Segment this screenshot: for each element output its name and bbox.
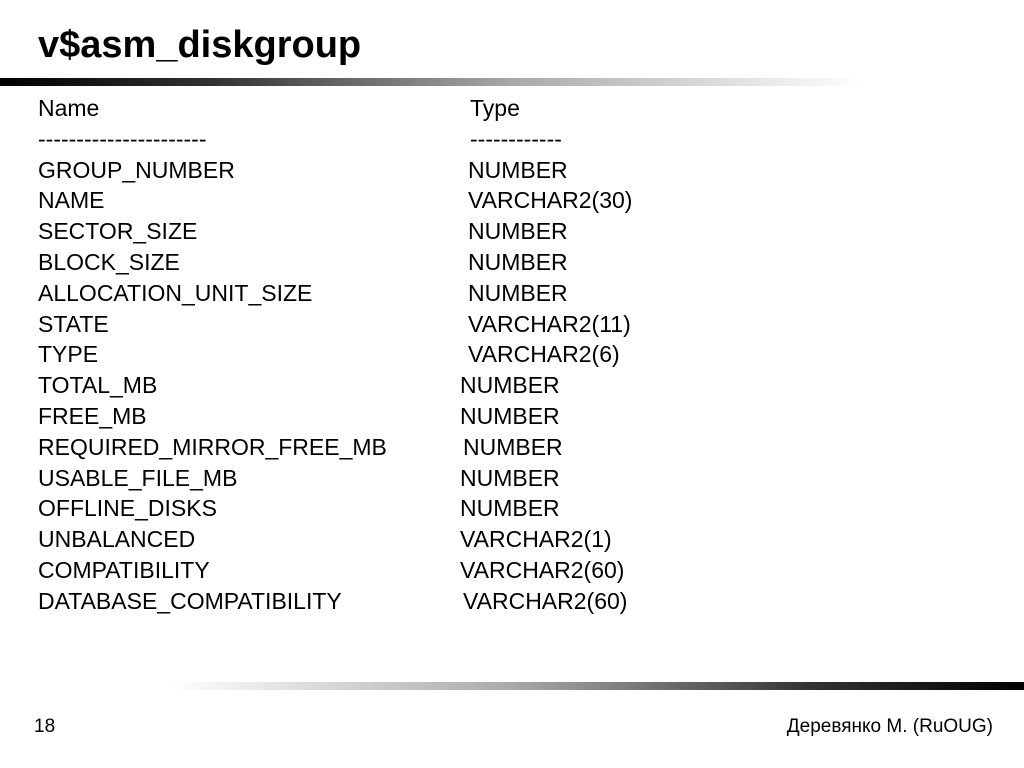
column-name: GROUP_NUMBER xyxy=(38,156,235,183)
column-name: TOTAL_MB xyxy=(38,372,158,399)
column-name: BLOCK_SIZE xyxy=(38,248,180,275)
footer-divider xyxy=(170,682,1024,690)
column-type: NUMBER xyxy=(468,218,568,245)
column-name: TYPE xyxy=(38,341,99,368)
column-type: NUMBER xyxy=(468,279,568,306)
column-type: NUMBER xyxy=(468,248,568,275)
column-name: SECTOR_SIZE xyxy=(38,218,198,245)
column-type: VARCHAR2(6) xyxy=(468,341,620,368)
column-name-header: Name xyxy=(38,95,100,121)
column-name: USABLE_FILE_MB xyxy=(38,464,238,491)
column-type: NUMBER xyxy=(460,372,560,399)
column-type: NUMBER xyxy=(460,464,560,491)
column-name: STATE xyxy=(38,310,109,337)
title-divider xyxy=(0,78,860,86)
column-name: OFFLINE_DISKS xyxy=(38,495,217,522)
page-number: 18 xyxy=(34,716,56,737)
column-type: VARCHAR2(60) xyxy=(463,587,628,614)
slide-title: v$asm_diskgroup xyxy=(38,24,362,66)
column-name: REQUIRED_MIRROR_FREE_MB xyxy=(38,433,387,460)
column-name: COMPATIBILITY xyxy=(38,556,210,583)
column-name: DATABASE_COMPATIBILITY xyxy=(38,587,342,614)
column-name: NAME xyxy=(38,187,105,214)
author-credit: Деревянко М. (RuOUG) xyxy=(786,716,993,737)
column-type: VARCHAR2(30) xyxy=(468,187,633,214)
column-type: VARCHAR2(60) xyxy=(460,556,625,583)
column-name: UNBALANCED xyxy=(38,526,196,553)
column-type: VARCHAR2(11) xyxy=(468,310,631,337)
column-type: NUMBER xyxy=(460,495,560,522)
name-separator: ---------------------- xyxy=(38,125,207,152)
column-name: FREE_MB xyxy=(38,402,147,429)
column-type: NUMBER xyxy=(460,402,560,429)
column-type: NUMBER xyxy=(463,433,563,460)
column-type: VARCHAR2(1) xyxy=(460,526,612,553)
type-separator: ------------ xyxy=(470,125,562,152)
column-type: NUMBER xyxy=(468,156,568,183)
column-type-header: Type xyxy=(470,95,520,121)
column-name: ALLOCATION_UNIT_SIZE xyxy=(38,279,313,306)
